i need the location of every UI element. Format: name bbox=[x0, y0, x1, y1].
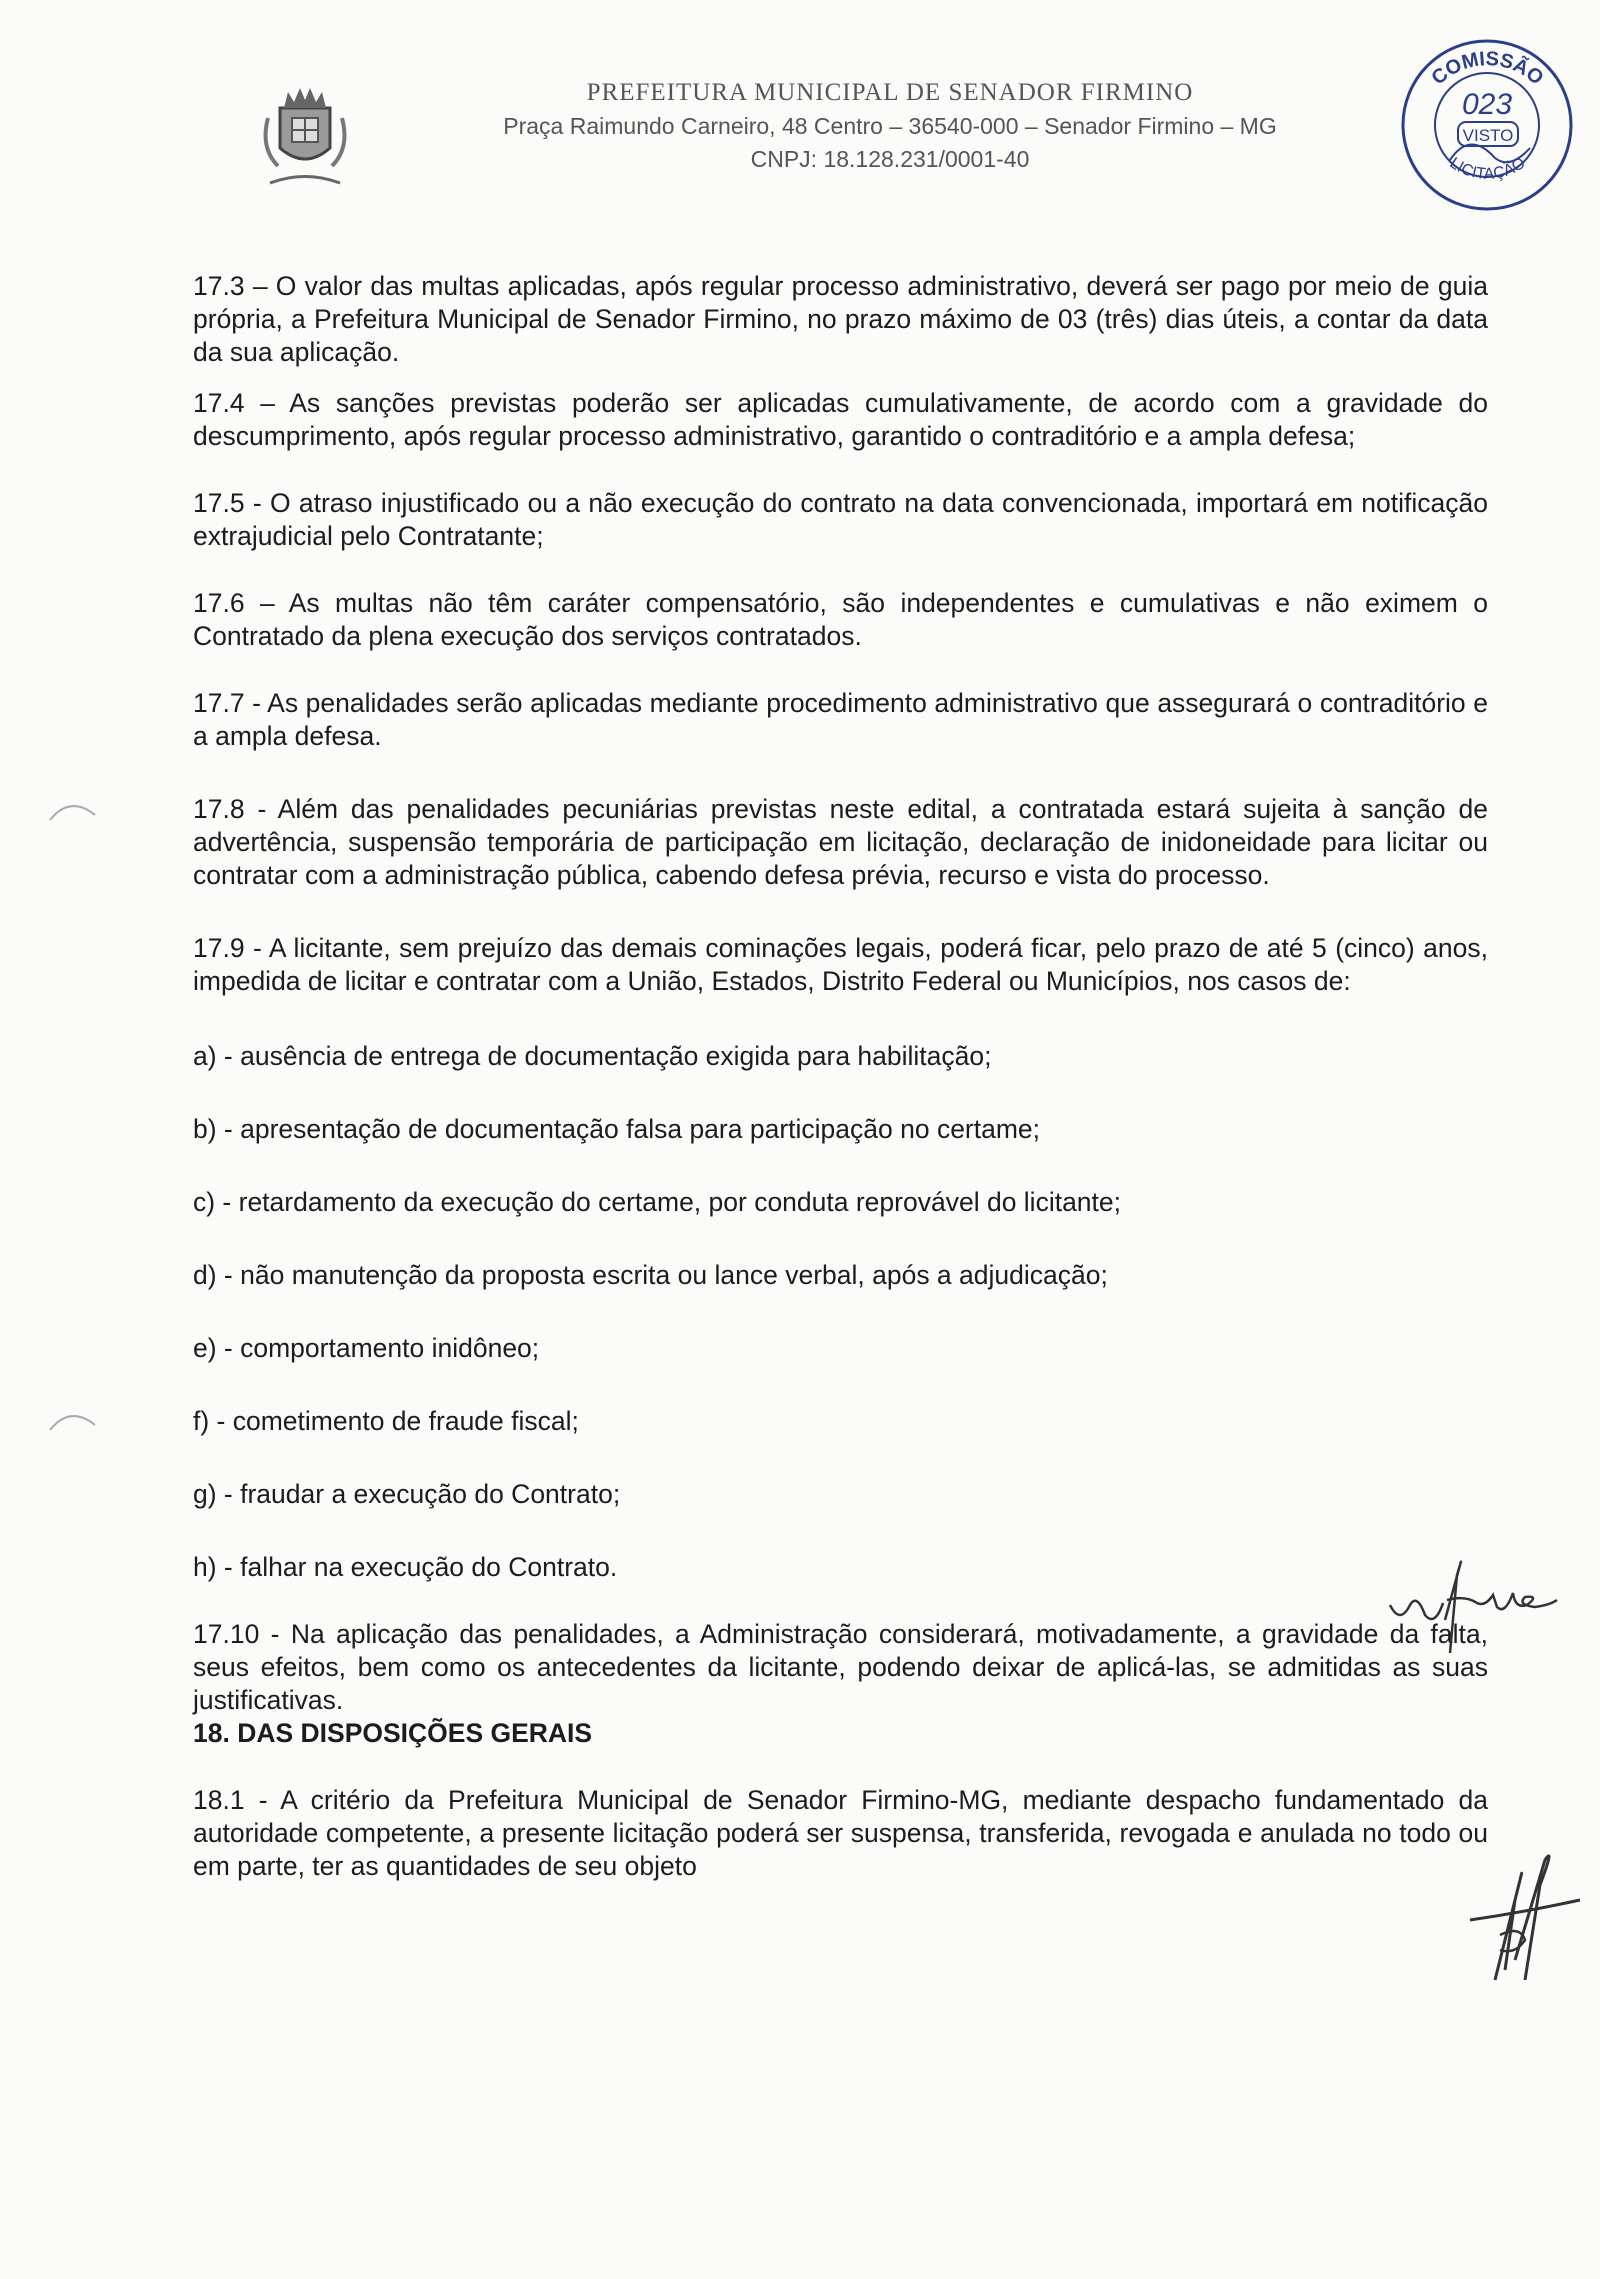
clause-17-5: 17.5 - O atraso injustificado ou a não execução do contrato na data convencionada, importará em notificação extrajudicial pelo Contratante; bbox=[193, 488, 1488, 551]
list-item: f) - cometimento de fraude fiscal; bbox=[193, 1406, 579, 1436]
clause-17-10: 17.10 - Na aplicação das penalidades, a Administração considerará, motivadamente, a gravidade da falta, seus efeitos, bem como os antecedentes da licitante, podendo deixar de aplicá-las, se admitidas as suas justificativas. bbox=[193, 1619, 1488, 1715]
stamp-bottom-text: LICITAÇÃO bbox=[1446, 154, 1529, 183]
handwritten-initials-icon bbox=[1465, 1840, 1585, 1990]
clause-17-9-list bbox=[193, 1040, 1488, 1584]
clause-17-7: 17.7 - As penalidades serão aplicadas mediante procedimento administrativo que assegurará o contraditório e a ampla defesa. bbox=[193, 688, 1488, 751]
handwritten-signature-icon bbox=[1385, 1545, 1585, 1655]
section-18-title: 18. DAS DISPOSIÇÕES GERAIS bbox=[193, 1718, 593, 1748]
clause-17-6: 17.6 – As multas não têm caráter compensatório, são independentes e cumulativas e não eximem o Contratado da plena execução dos serviços contratados. bbox=[193, 588, 1488, 651]
clause-17-4: 17.4 – As sanções previstas poderão ser aplicadas cumulativamente, de acordo com a gravidade do descumprimento, após regular processo administrativo, garantido o contraditório e a ampla defesa; bbox=[193, 388, 1488, 451]
margin-mark bbox=[45, 790, 105, 830]
document-body bbox=[193, 270, 1488, 1883]
list-item: e) - comportamento inidôneo; bbox=[193, 1333, 540, 1363]
cnpj-line: CNPJ: 18.128.231/0001-40 bbox=[750, 146, 1030, 172]
list-item: b) - apresentação de documentação falsa para participação no certame; bbox=[193, 1114, 1041, 1144]
clause-17-8: 17.8 - Além das penalidades pecuniárias previstas neste edital, a contratada estará sujeita à sanção de advertência, suspensão temporária de participação em licitação, declaração de inidoneidade para licitar ou contratar com a administração pública, cabendo defesa prévia, recurso e vista do processo. bbox=[193, 794, 1488, 890]
stamp-middle-text: VISTO bbox=[1462, 126, 1514, 145]
stamp-number: 023 bbox=[1461, 88, 1513, 121]
address-line: Praça Raimundo Carneiro, 48 Centro – 36540-000 – Senador Firmino – MG bbox=[503, 113, 1277, 139]
list-item: d) - não manutenção da proposta escrita ou lance verbal, após a adjudicação; bbox=[193, 1260, 1108, 1290]
margin-mark bbox=[45, 1400, 105, 1440]
stamp-top-text: COMISSÃO bbox=[1427, 47, 1548, 90]
letterhead bbox=[380, 76, 1400, 176]
list-item: a) - ausência de entrega de documentação exigida para habilitação; bbox=[193, 1041, 992, 1071]
list-item: c) - retardamento da execução do certame, por conduta reprovável do licitante; bbox=[193, 1187, 1122, 1217]
clause-17-9: 17.9 - A licitante, sem prejuízo das demais cominações legais, poderá ficar, pelo prazo de até 5 (cinco) anos, impedida de licitar e contratar com a União, Estados, Distrito Federal ou Municípios, nos casos de: bbox=[193, 933, 1488, 996]
list-item: g) - fraudar a execução do Contrato; bbox=[193, 1479, 621, 1509]
clause-18-1: 18.1 - A critério da Prefeitura Municipal de Senador Firmino-MG, mediante despacho fundamentado da autoridade competente, a presente licitação poderá ser suspensa, transferida, revogada e anulada no todo ou em parte, ter as quantidades de seu objeto bbox=[193, 1785, 1488, 1881]
list-item: h) - falhar na execução do Contrato. bbox=[193, 1552, 618, 1582]
municipality-title: PREFEITURA MUNICIPAL DE SENADOR FIRMINO bbox=[586, 79, 1194, 106]
municipal-crest-icon bbox=[250, 78, 360, 188]
commission-stamp bbox=[1390, 30, 1585, 220]
clause-17-3: 17.3 – O valor das multas aplicadas, após regular processo administrativo, deverá ser pago por meio de guia própria, a Prefeitura Municipal de Senador Firmino, no prazo máximo de 03 (três) dias úteis, a contar da data da sua aplicação. bbox=[193, 271, 1488, 367]
